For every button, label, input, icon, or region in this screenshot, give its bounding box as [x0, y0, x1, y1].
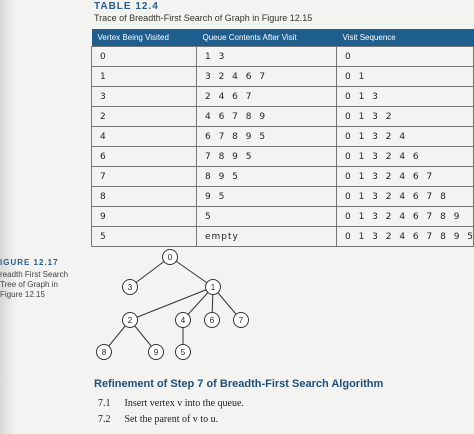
tree-node-label: 5: [180, 348, 186, 357]
refinement-step: [98, 414, 218, 425]
tree-node-0: [163, 250, 178, 265]
cell-sequence: 0 1 3 2 4 6 7 8: [337, 187, 474, 207]
tree-node-label: 1: [210, 283, 216, 292]
bfs-tree-diagram: [90, 245, 260, 365]
cell-queue: 9 5: [197, 187, 337, 207]
cell-sequence: 0 1 3 2 4: [337, 127, 474, 147]
figure-caption-line: Figure 12.15: [0, 290, 45, 299]
cell-sequence: 0 1 3 2 4 6 7 8 9: [337, 207, 474, 227]
header-visit-sequence: Visit Sequence: [337, 29, 474, 47]
tree-node-3: [123, 280, 138, 295]
header-vertex: Vertex Being Visited: [92, 29, 197, 47]
tree-node-9: [149, 345, 164, 360]
tree-node-8: [97, 345, 112, 360]
cell-queue: 8 9 5: [197, 167, 337, 187]
tree-node-label: 3: [127, 283, 133, 292]
cell-queue: 5: [197, 207, 337, 227]
figure-label: IGURE 12.17: [0, 258, 59, 267]
tree-edge-1-2: [130, 287, 213, 320]
table-row: [92, 167, 474, 187]
table-header-row: [92, 29, 474, 47]
step-number: 7.1: [98, 398, 111, 409]
table-row: [92, 127, 474, 147]
table-row: [92, 147, 474, 167]
tree-node-label: 8: [101, 348, 107, 357]
table-row: [92, 87, 474, 107]
cell-sequence: 0 1 3 2: [337, 107, 474, 127]
refinement-title: Refinement of Step 7 of Breadth-First Search Algorithm: [94, 378, 384, 390]
tree-node-label: 4: [180, 316, 186, 325]
bfs-trace-table: [91, 29, 474, 247]
page-gutter-shadow: [0, 0, 16, 434]
cell-sequence: 0 1: [337, 67, 474, 87]
table-row: [92, 227, 474, 247]
cell-vertex: 5: [92, 227, 197, 247]
cell-vertex: 0: [92, 47, 197, 67]
table-caption: Trace of Breadth-First Search of Graph in Figure 12.15: [94, 13, 313, 23]
tree-node-label: 7: [238, 316, 244, 325]
tree-node-4: [176, 313, 191, 328]
cell-queue: 7 8 9 5: [197, 147, 337, 167]
table-row: [92, 107, 474, 127]
cell-vertex: 3: [92, 87, 197, 107]
figure-caption-line: readth First Search: [0, 270, 69, 279]
tree-node-label: 6: [209, 316, 215, 325]
table-label: TABLE 12.4: [94, 1, 159, 12]
cell-sequence: 0 1 3 2 4 6 7 8 9 5: [337, 227, 474, 247]
cell-queue: 4 6 7 8 9: [197, 107, 337, 127]
tree-node-7: [234, 313, 249, 328]
tree-node-label: 9: [153, 348, 159, 357]
refinement-step: [98, 398, 244, 409]
table-row: [92, 47, 474, 67]
cell-sequence: 0 1 3 2 4 6 7: [337, 167, 474, 187]
cell-sequence: 0: [337, 47, 474, 67]
cell-queue: empty: [197, 227, 337, 247]
table-row: [92, 187, 474, 207]
cell-vertex: 9: [92, 207, 197, 227]
cell-vertex: 1: [92, 67, 197, 87]
header-queue: Queue Contents After Visit: [197, 29, 337, 47]
figure-caption: [0, 270, 80, 300]
step-text: Set the parent of v to u.: [124, 414, 219, 425]
cell-queue: 2 4 6 7: [197, 87, 337, 107]
cell-vertex: 4: [92, 127, 197, 147]
cell-vertex: 8: [92, 187, 197, 207]
tree-node-label: 0: [167, 253, 173, 262]
cell-queue: 1 3: [197, 47, 337, 67]
table-row: [92, 67, 474, 87]
step-text: Insert vertex v into the queue.: [124, 398, 244, 409]
tree-node-2: [123, 313, 138, 328]
figure-caption-line: Tree of Graph in: [0, 280, 58, 289]
cell-vertex: 7: [92, 167, 197, 187]
cell-sequence: 0 1 3 2 4 6: [337, 147, 474, 167]
cell-queue: 6 7 8 9 5: [197, 127, 337, 147]
table-row: [92, 207, 474, 227]
step-number: 7.2: [98, 414, 111, 425]
cell-queue: 3 2 4 6 7: [197, 67, 337, 87]
tree-node-5: [176, 345, 191, 360]
tree-node-6: [205, 313, 220, 328]
cell-sequence: 0 1 3: [337, 87, 474, 107]
tree-node-1: [206, 280, 221, 295]
cell-vertex: 2: [92, 107, 197, 127]
cell-vertex: 6: [92, 147, 197, 167]
tree-node-label: 2: [127, 316, 133, 325]
